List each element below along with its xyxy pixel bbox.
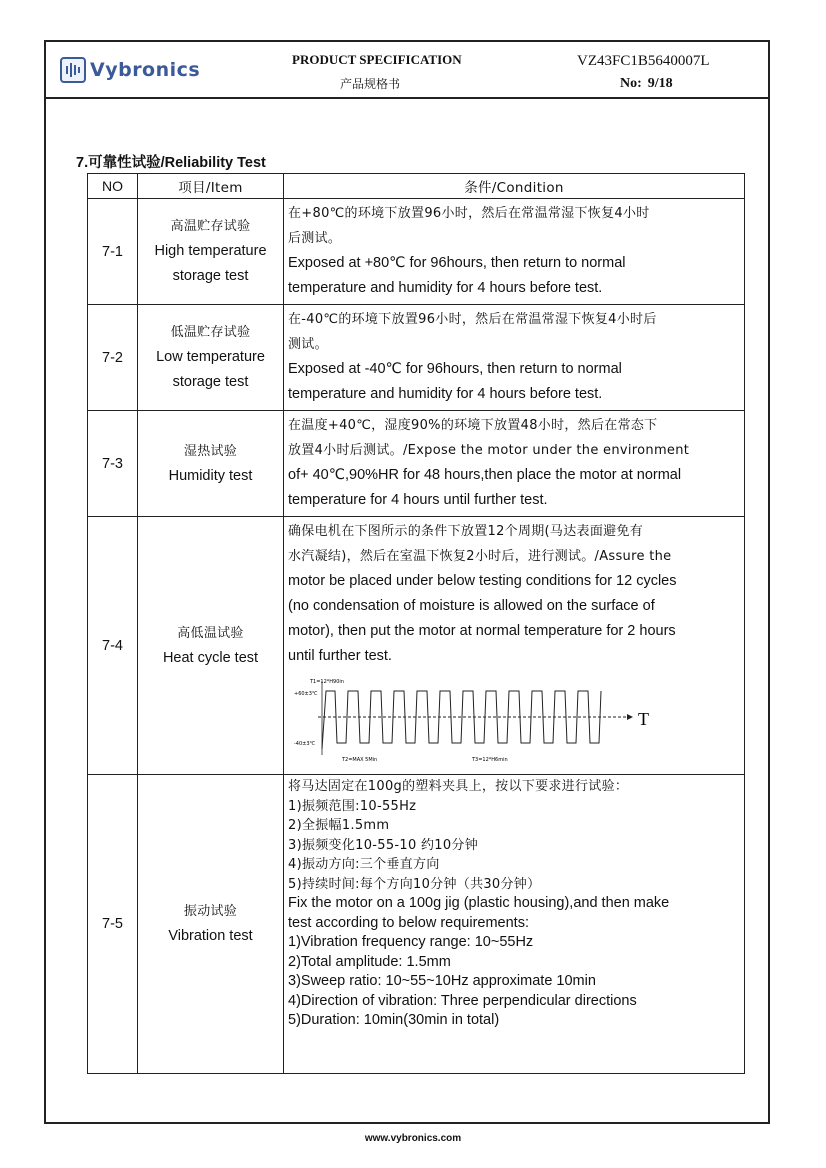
footer-url: www.vybronics.com — [364, 1133, 462, 1144]
page-number — [620, 76, 673, 92]
condition-line: 在-40℃的环境下放置96小时，然后在常温常湿下恢复4小时后 — [288, 312, 657, 327]
condition-line: Fix the motor on a 100g jig (plastic housing),and then make — [288, 895, 670, 911]
condition-line: 确保电机在下图所示的条件下放置12个周期(马达表面避免有 — [288, 524, 644, 539]
condition-line: 1)振频范围:10-55Hz — [288, 798, 417, 814]
condition-line: 2)全振幅1.5mm — [288, 818, 390, 833]
row-condition — [284, 411, 745, 517]
table-header-row — [88, 174, 745, 199]
header-item: 项目/Item — [138, 174, 284, 199]
document-number: VZ43FC1B5640007L — [577, 53, 710, 69]
reliability-table — [87, 173, 745, 1074]
waveform-line — [322, 691, 601, 749]
item-cn: 湿热试验 — [183, 443, 238, 459]
condition-line: 将马达固定在100g的塑料夹具上，按以下要求进行试验： — [288, 779, 629, 794]
row-no: 7-4 — [88, 517, 138, 775]
page-number-value: 9/18 — [647, 76, 673, 91]
spec-title-cn: 产品规格书 — [340, 77, 401, 91]
header-no: NO — [88, 174, 138, 199]
item-en: storage test — [172, 268, 249, 284]
high-temp-label: +60±3℃ — [294, 691, 318, 697]
condition-line: 1)Vibration frequency range: 10~55Hz — [288, 934, 534, 950]
condition-line: 测试。 — [288, 337, 328, 352]
item-en: Vibration test — [168, 928, 253, 944]
condition-line: 放置4小时后测试。/Expose the motor under the environment — [288, 443, 690, 458]
row-no: 7-3 — [88, 411, 138, 517]
row-condition — [284, 305, 745, 411]
condition-line: 水汽凝结)，然后在室温下恢复2小时后，进行测试。/Assure the — [288, 549, 672, 564]
section-title: 7.可靠性试验/Reliability Test — [76, 155, 266, 171]
item-en: Humidity test — [168, 467, 253, 484]
heat-cycle-waveform — [294, 675, 654, 771]
condition-line: of+ 40℃,90%HR for 48 hours,then place the motor at normal — [288, 467, 682, 483]
table-row — [88, 305, 745, 411]
condition-line: 3)Sweep ratio: 10~55~10Hz approximate 10min — [288, 973, 596, 989]
row-item — [138, 775, 284, 1074]
condition-line: 在+80℃的环境下放置96小时，然后在常温常湿下恢复4小时 — [288, 206, 650, 221]
item-en: High temperature — [154, 243, 267, 259]
company-logo — [60, 56, 200, 84]
t1-label: T1=12*H90in — [310, 679, 344, 685]
condition-line: 5)持续时间:每个方向10分钟（共30分钟） — [288, 876, 541, 892]
condition-line: temperature and humidity for 4 hours before test. — [288, 386, 603, 402]
header-divider — [44, 97, 770, 99]
t3-label: T3=12*H6min — [472, 757, 508, 763]
t2-label: T2=MAX 5Min — [342, 757, 378, 763]
row-no: 7-5 — [88, 775, 138, 1074]
condition-line: 在温度+40℃，湿度90%的环境下放置48小时，然后在常态下 — [288, 418, 658, 433]
condition-line: temperature and humidity for 4 hours before test. — [288, 280, 603, 296]
row-item — [138, 305, 284, 411]
item-cn: 振动试验 — [183, 904, 238, 919]
row-item — [138, 517, 284, 775]
row-item — [138, 199, 284, 305]
item-cn: 高温贮存试验 — [170, 219, 251, 234]
row-condition — [284, 517, 745, 775]
row-condition — [284, 199, 745, 305]
condition-line: (no condensation of moisture is allowed on the surface of — [288, 598, 655, 614]
item-cn: 低温贮存试验 — [170, 325, 251, 340]
item-en: storage test — [172, 374, 249, 390]
condition-line: 4)振动方向:三个垂直方向 — [288, 857, 440, 872]
item-cn: 高低温试验 — [177, 625, 244, 641]
logo-text: Vybronics — [90, 59, 201, 81]
table-row — [88, 199, 745, 305]
condition-line: temperature for 4 hours until further test. — [288, 492, 548, 508]
spec-title-en: PRODUCT SPECIFICATION — [292, 52, 462, 67]
condition-line: 2)Total amplitude: 1.5mm — [288, 953, 451, 970]
header-condition: 条件/Condition — [284, 174, 745, 199]
condition-line: motor), then put the motor at normal temperature for 2 hours — [288, 623, 676, 639]
condition-line: 3)振频变化10-55-10 约10分钟 — [288, 837, 479, 853]
table-row — [88, 411, 745, 517]
logo-icon — [60, 57, 86, 83]
page-number-label: No: — [620, 76, 642, 91]
time-axis-label: T — [638, 709, 649, 729]
condition-line: test according to below requirements: — [288, 914, 529, 931]
item-en: Heat cycle test — [162, 649, 259, 666]
row-condition — [284, 775, 745, 1074]
condition-line: Exposed at -40℃ for 96hours, then return to normal — [288, 361, 622, 377]
condition-line: motor be placed under below testing conditions for 12 cycles — [288, 573, 677, 589]
item-en: Low temperature — [156, 349, 265, 365]
condition-line: Exposed at +80℃ for 96hours, then return to normal — [288, 255, 626, 271]
table-row — [88, 775, 745, 1074]
time-axis-arrow — [627, 714, 633, 720]
table-row — [88, 517, 745, 775]
condition-line: 5)Duration: 10min(30min in total) — [288, 1012, 500, 1028]
condition-line: 4)Direction of vibration: Three perpendicular directions — [288, 992, 637, 1009]
row-no: 7-1 — [88, 199, 138, 305]
low-temp-label: -40±3℃ — [294, 741, 316, 747]
condition-line: 后测试。 — [288, 231, 342, 246]
condition-line: until further test. — [288, 648, 392, 664]
row-item — [138, 411, 284, 517]
row-no: 7-2 — [88, 305, 138, 411]
